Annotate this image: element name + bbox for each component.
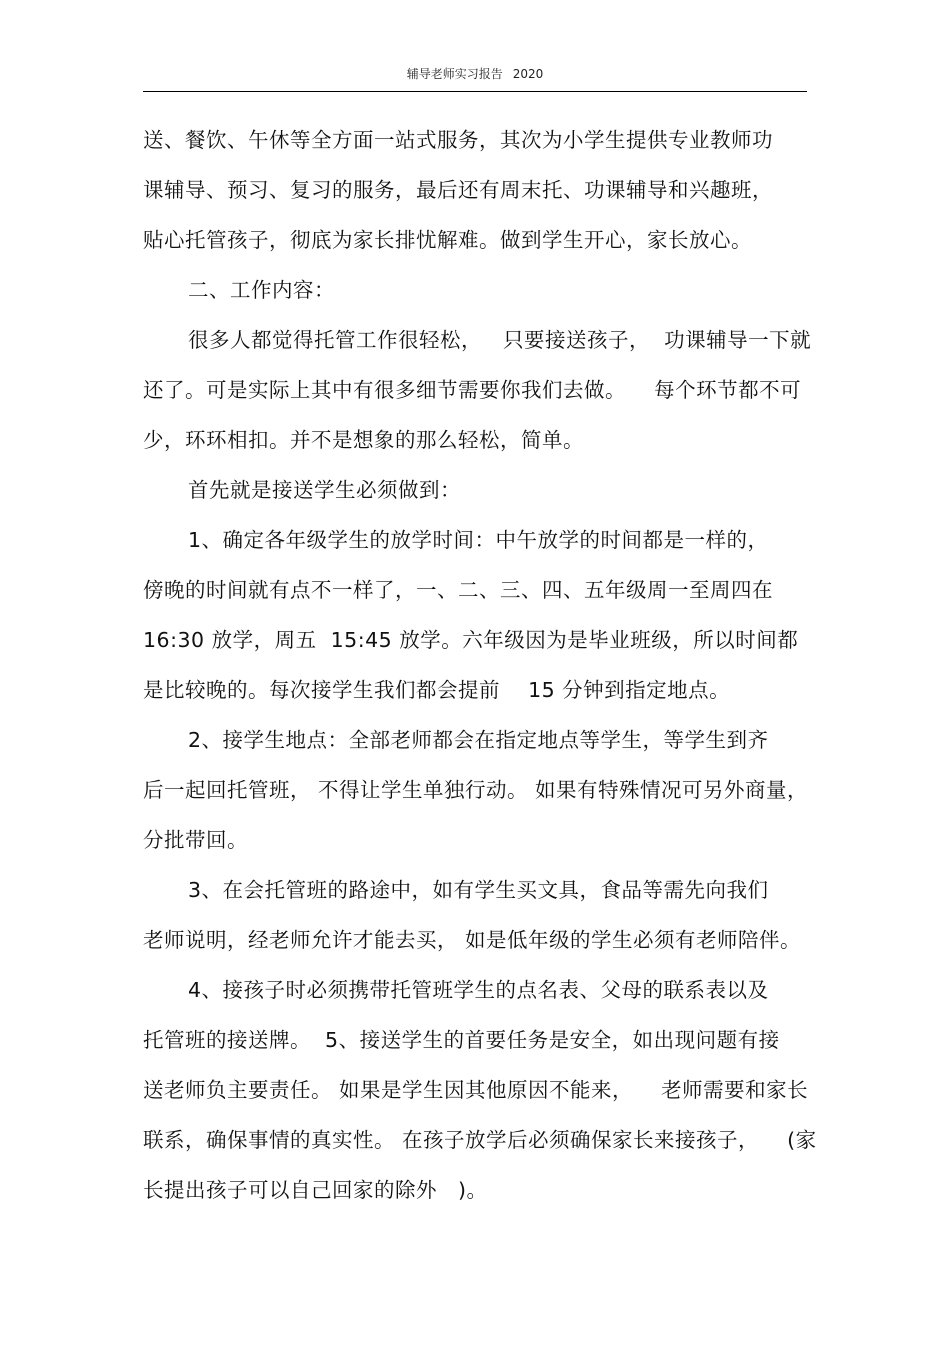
list-item-line: 后一起回托管班， 不得让学生单独行动。 如果有特殊情况可另外商量， xyxy=(143,778,809,802)
list-item-line: 联系，确保事情的真实性。 在孩子放学后必须确保家长来接孩子， (家 xyxy=(143,1128,817,1152)
paragraph-line: 首先就是接送学生必须做到： xyxy=(188,478,461,502)
list-item-line: 托管班的接送牌。 5、接送学生的首要任务是安全，如出现问题有接 xyxy=(143,1028,780,1052)
paragraph-line: 少，环环相扣。并不是想象的那么轻松，简单。 xyxy=(143,428,584,452)
list-item-line: 3、在会托管班的路途中，如有学生买文具，食品等需先向我们 xyxy=(188,878,769,902)
section-heading: 二、工作内容： xyxy=(188,278,335,302)
header-divider xyxy=(143,91,807,92)
list-item-line: 长提出孩子可以自己回家的除外 )。 xyxy=(143,1178,488,1202)
list-item-line: 4、接孩子时必须携带托管班学生的点名表、父母的联系表以及 xyxy=(188,978,769,1002)
paragraph-line: 很多人都觉得托管工作很轻松， 只要接送孩子， 功课辅导一下就 xyxy=(188,328,812,352)
list-item-line: 2、接学生地点：全部老师都会在指定地点等学生，等学生到齐 xyxy=(188,728,769,752)
list-item-line: 是比较晚的。每次接学生我们都会提前 15 分钟到指定地点。 xyxy=(143,678,731,702)
list-item-line: 16:30 放学，周五 15:45 放学。六年级因为是毕业班级，所以时间都 xyxy=(143,628,799,652)
list-item-line: 傍晚的时间就有点不一样了，一、二、三、四、五年级周一至周四在 xyxy=(143,578,773,602)
paragraph-line: 送、餐饮、午休等全方面一站式服务，其次为小学生提供专业教师功 xyxy=(143,128,773,152)
page-header xyxy=(0,66,950,82)
paragraph-line: 贴心托管孩子，彻底为家长排忧解难。做到学生开心，家长放心。 xyxy=(143,228,752,252)
paragraph-line: 课辅导、预习、复习的服务，最后还有周末托、功课辅导和兴趣班， xyxy=(143,178,773,202)
list-item-line: 送老师负主要责任。 如果是学生因其他原因不能来， 老师需要和家长 xyxy=(143,1078,809,1102)
list-item-line: 1、确定各年级学生的放学时间：中午放学的时间都是一样的， xyxy=(188,528,769,552)
paragraph-line: 还了。可是实际上其中有很多细节需要你我们去做。 每个环节都不可 xyxy=(143,378,802,402)
header-year: 2020 xyxy=(512,67,544,81)
list-item-line: 分批带回。 xyxy=(143,828,248,852)
header-title: 辅导老师实习报告 xyxy=(406,67,503,81)
list-item-line: 老师说明，经老师允许才能去买， 如是低年级的学生必须有老师陪伴。 xyxy=(143,928,802,952)
